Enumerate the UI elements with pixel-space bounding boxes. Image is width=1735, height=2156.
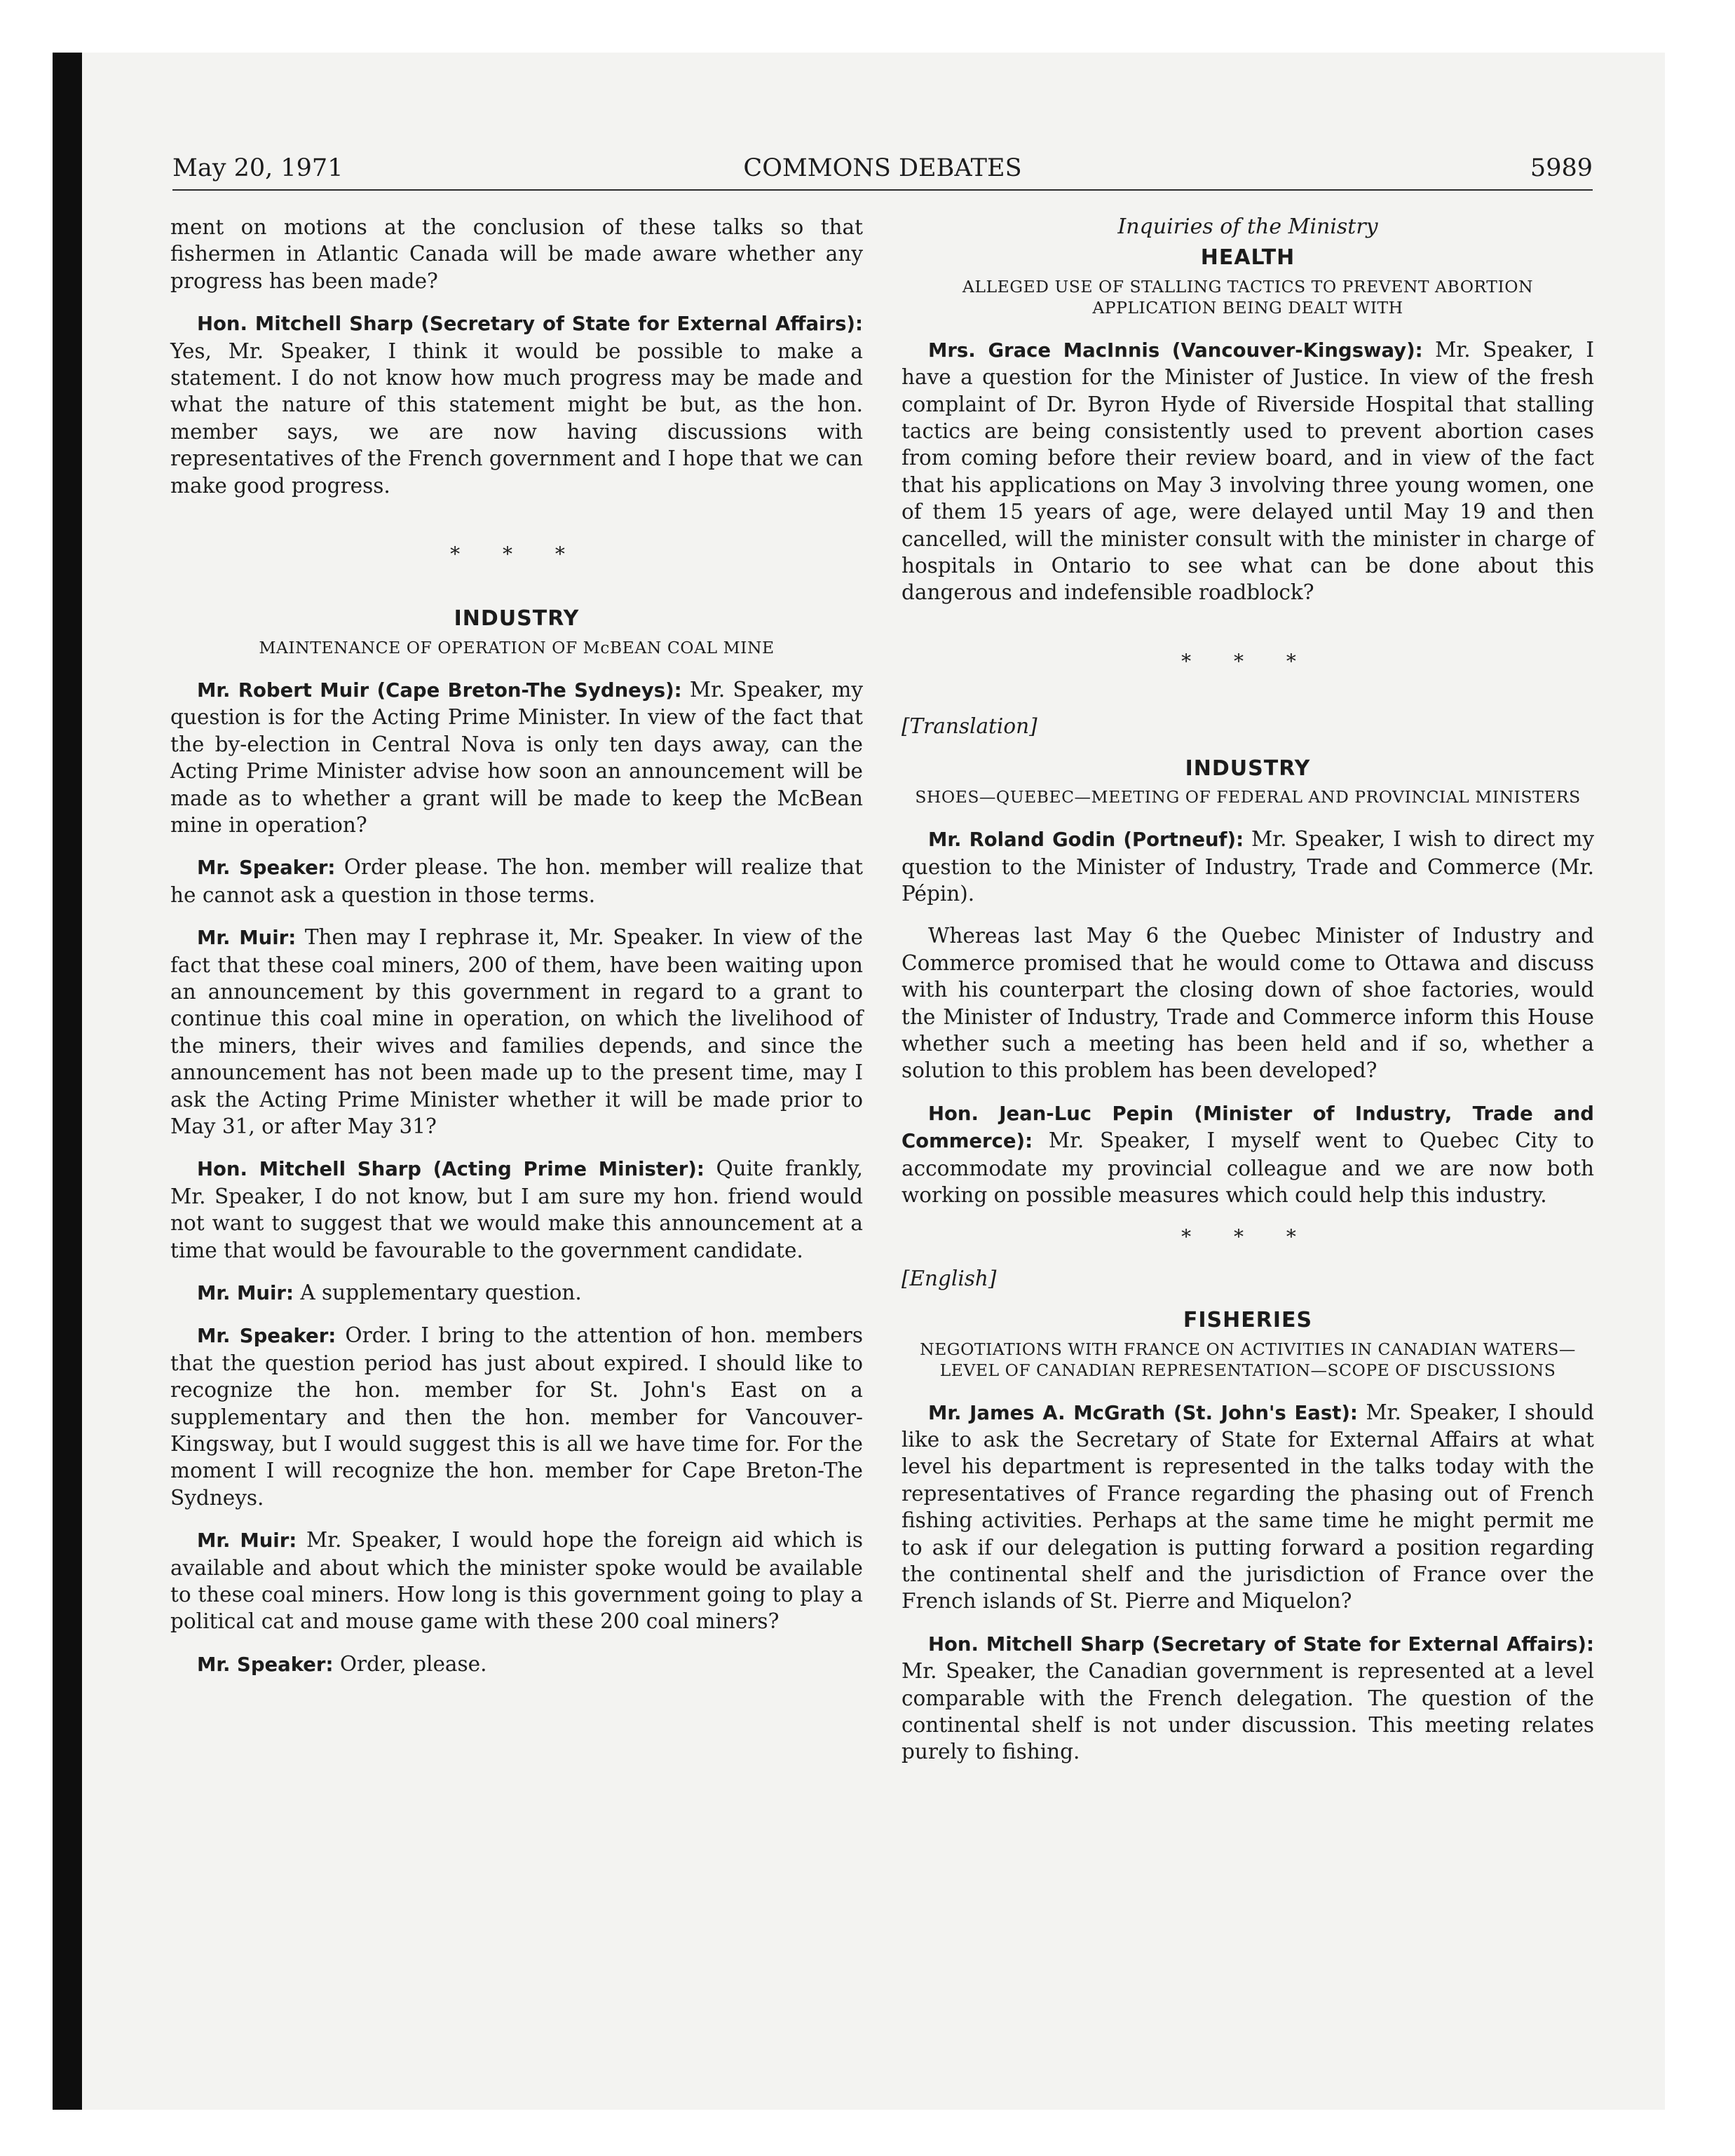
speech-text: Quite frankly, Mr. Speaker, I do not know, but I am sure my hon. friend would not want to suggest that we would make this announcement at a time that would be favourable to the government candidate. [170, 1157, 863, 1262]
section-subtitle: SHOES—QUEBEC—MEETING OF FEDERAL AND PROVINCIAL MINISTERS [915, 787, 1581, 807]
speaker-name: Hon. Jean-Luc Pepin (Minister of Industry, Trade and Commerce): [901, 1102, 1594, 1153]
paragraph [170, 1527, 863, 1635]
speech-text: Mr. Speaker, I would hope the foreign aid which is available and about which the minister spoke would be available to these coal miners. How long is this government going to play a political cat and mouse game with these 200 coal miners? [170, 1528, 863, 1634]
speaker-name: Mr. Muir: [197, 1282, 294, 1304]
language-label: [English] [901, 1266, 997, 1290]
speaker-name: Hon. Mitchell Sharp (Secretary of State for External Affairs): [197, 313, 863, 336]
paragraph [170, 854, 863, 908]
section-title: INDUSTRY [454, 606, 580, 632]
speech-text: Order, please. [333, 1651, 487, 1676]
section-separator: * * * [1181, 649, 1314, 673]
paragraph [901, 1630, 1594, 1766]
left-column [170, 214, 863, 1693]
speaker-name: Mr. Speaker: [197, 1653, 334, 1676]
running-head: Inquiries of the Ministry [1117, 214, 1378, 239]
speech-text: Order. I bring to the attention of hon. members that the question period has just about expired. I should like to recognize the hon. member for St. John's East on a supplementary and then the hon. member for Vancouver-Kingsway, but I would suggest this is all we have time for. For the moment I will recognize the hon. member for Cape Breton-The Sydneys. [170, 1323, 863, 1510]
speech-text: Yes, Mr. Speaker, I think it would be possible to make a statement. I do not know how much progress may be made and what the nature of this statement might be but, as the hon. member says, we are now having discussions with representatives of the French government and I hope that we can make good progress. [170, 339, 863, 498]
speech-text: Then may I rephrase it, Mr. Speaker. In view of the fact that these coal miners, 200 of them, have been waiting upon an announcement by this government in regard to a grant to continue this coal mine in operation, on which the livelihood of the miners, their wives and families depends, and since the announcement has not been made up to the present time, may I ask the Acting Prime Minister whether it will be made prior to May 31, or after May 31? [170, 925, 863, 1138]
paragraph [170, 1322, 863, 1511]
speech-text: Order please. The hon. member will realize that he cannot ask a question in those terms. [170, 855, 863, 907]
header-date: May 20, 1971 [172, 154, 343, 182]
section-subtitle: NEGOTIATIONS WITH FRANCE ON ACTIVITIES IN CANADIAN WATERS—LEVEL OF CANADIAN REPRESENTATION—SCOPE OF DISCUSSIONS [920, 1339, 1576, 1380]
speaker-name: Mrs. Grace MacInnis (Vancouver-Kingsway): [928, 339, 1423, 362]
paragraph [901, 1100, 1594, 1209]
speaker-name: Mr. James A. McGrath (St. John's East): [928, 1401, 1358, 1424]
paragraph [170, 924, 863, 1140]
scan-binding-edge [53, 53, 82, 2110]
section-separator: * * * [450, 543, 583, 566]
speech-text: Mr. Speaker, I should like to ask the Secretary of State for External Affairs at what level his department is represented in the talks today with the representatives of France regarding the phasing out of French fishing activities. Perhaps at the same time he might permit me to ask if our delegation is putting forward a position regarding the continental shelf and the jurisdiction of France over the French islands of St. Pierre and Miquelon? [901, 1400, 1594, 1613]
speaker-name: Mr. Muir: [197, 927, 297, 950]
page-header [172, 153, 1593, 191]
paragraph: Whereas last May 6 the Quebec Minister of Industry and Commerce promised that he would come to Ottawa and discuss with his counterpart the closing down of shoe factories, would the Minister of Industry, Trade and Commerce inform this House whether such a meeting has been held and if so, whether a solution to this problem has been developed? [901, 924, 1594, 1083]
speech-text: Mr. Speaker, my question is for the Acting Prime Minister. In view of the fact that the by-election in Central Nova is only ten days away, can the Acting Prime Minister advise how soon an announcement will be made as to whether a grant will be made to keep the McBean mine in operation? [170, 677, 863, 837]
speaker-name: Mr. Speaker: [197, 857, 336, 880]
speech-text: Mr. Speaker, I wish to direct my question to the Minister of Industry, Trade and Commerce (Mr. Pépin). [901, 827, 1594, 906]
section-separator: * * * [1181, 1225, 1314, 1249]
paragraph [170, 1279, 863, 1306]
section-subtitle: ALLEGED USE OF STALLING TACTICS TO PREVENT ABORTION APPLICATION BEING DEALT WITH [962, 276, 1534, 318]
section-title: INDUSTRY [1185, 756, 1311, 781]
speaker-name: Hon. Mitchell Sharp (Secretary of State for External Affairs): [928, 1632, 1594, 1656]
header-page-number: 5989 [1530, 154, 1593, 182]
paragraph [901, 1399, 1594, 1615]
speech-text: Mr. Speaker, the Canadian government is represented at a level comparable with the French delegation. The question of the continental shelf is not under discussion. This meeting relates purely to fishing. [901, 1659, 1594, 1764]
speech-text: Mr. Speaker, I myself went to Quebec City to accommodate my provincial colleague and we are now both working on possible measures which could help this industry. [901, 1128, 1594, 1207]
paragraph [170, 676, 863, 838]
paragraph [170, 310, 863, 499]
paragraph [901, 336, 1594, 606]
right-column [901, 214, 1594, 1781]
paragraph [901, 826, 1594, 907]
speaker-name: Mr. Robert Muir (Cape Breton-The Sydneys): [197, 678, 682, 702]
speaker-name: Hon. Mitchell Sharp (Acting Prime Minister): [197, 1158, 705, 1181]
speaker-name: Mr. Muir: [197, 1529, 297, 1553]
speaker-name: Mr. Roland Godin (Portneuf): [928, 828, 1244, 852]
translation-label: [Translation] [901, 714, 1037, 739]
speech-text: A supplementary question. [293, 1281, 582, 1304]
speaker-name: Mr. Speaker: [197, 1325, 336, 1348]
section-title: FISHERIES [1183, 1308, 1313, 1333]
paragraph [170, 1155, 863, 1264]
section-subtitle: MAINTENANCE OF OPERATION OF McBEAN COAL MINE [259, 637, 775, 657]
speech-text: Mr. Speaker, I have a question for the Minister of Justice. In view of the fresh complaint of Dr. Byron Hyde of Riverside Hospital that stalling tactics are being consistently used to prevent abortion cases from coming before their review board, and in view of the fact that his applications on May 3 involving three young women, one of them 15 years of age, were delayed until May 19 and then cancelled, will the minister consult with the minister in charge of hospitals in Ontario to see what can be done about this dangerous and indefensible roadblock? [901, 337, 1594, 605]
paragraph [170, 1651, 863, 1678]
section-title: HEALTH [1200, 245, 1295, 271]
header-publication: COMMONS DEBATES [743, 154, 1022, 182]
paragraph: ment on motions at the conclusion of these talks so that fishermen in Atlantic Canada will be made aware whether any progress has been made? [170, 215, 863, 293]
